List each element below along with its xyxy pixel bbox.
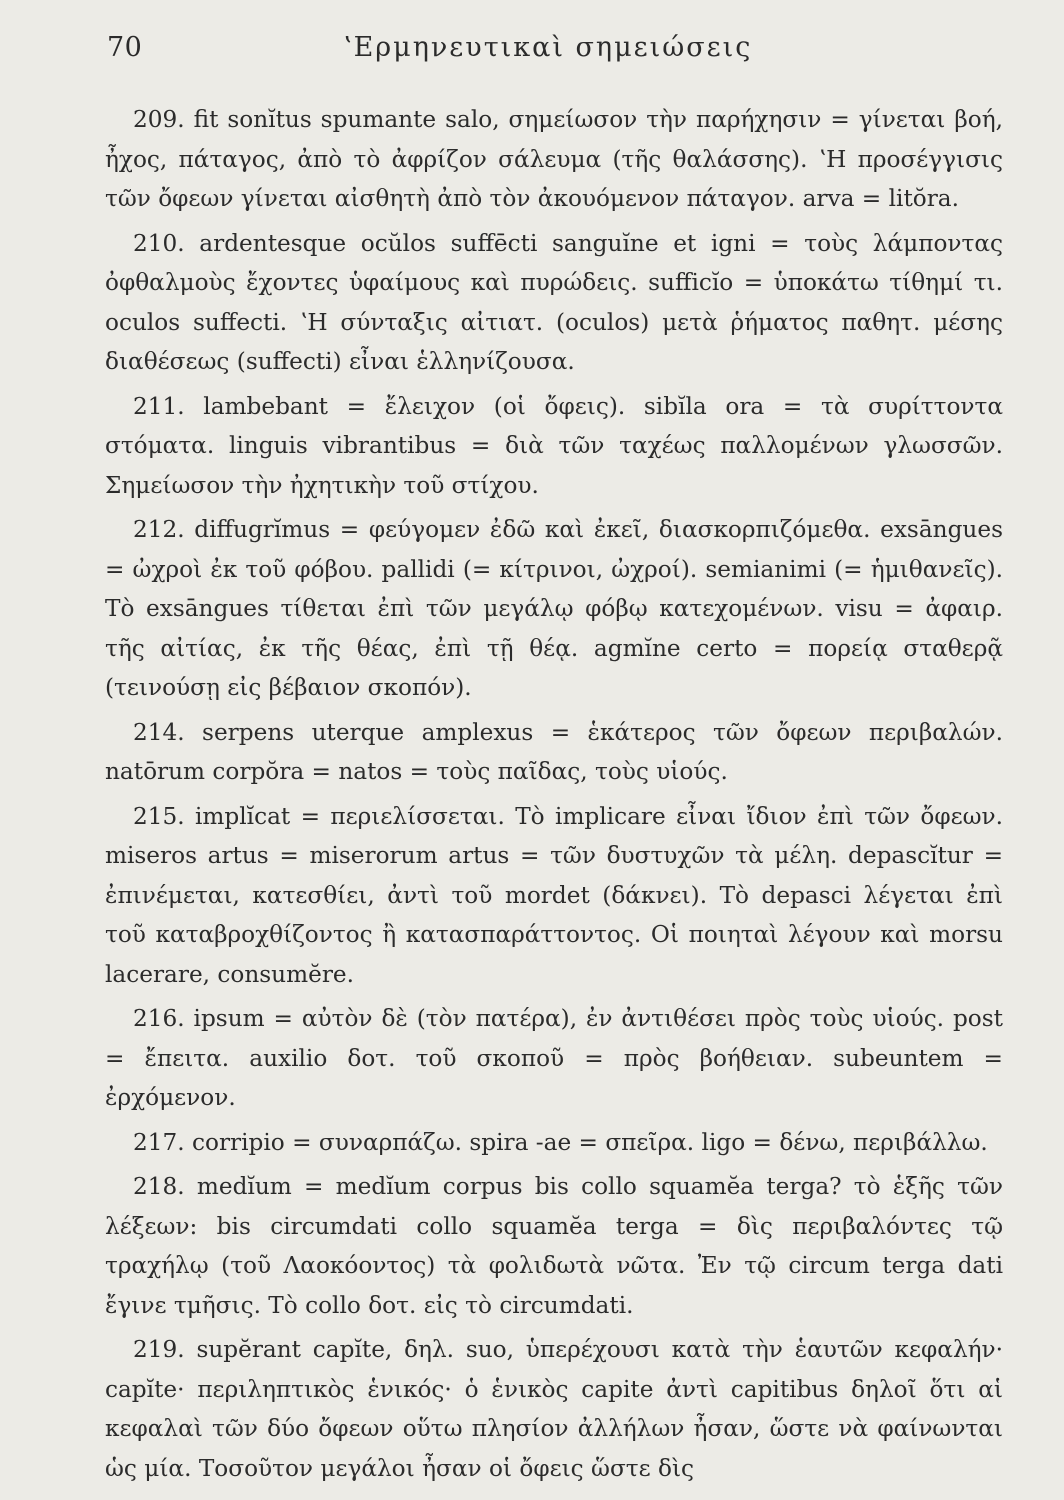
note-216: 216. ipsum = αὐτὸν δὲ (τὸν πατέρα), ἐν ἀντιθέσει πρὸς τοὺς υἱούς. post = ἔπειτα. auxilio δοτ. τοῦ σκοποῦ = πρὸς βοήθειαν. subeuntem = ἐρχόμενον. [105, 1005, 1003, 1111]
notes-body [105, 100, 1003, 1493]
note-219: 219. supĕrant capĭte, δηλ. suo, ὑπερέχουσι κατὰ τὴν ἑαυτῶν κεφαλήν· capĭte· περιληπτικὸς ἑνικός· ὁ ἑνικὸς capite ἀντὶ capitibus δηλοῖ ὅτι αἱ κεφαλαὶ τῶν δύο ὄφεων οὕτω πλησίον ἀλλήλων ἦσαν, ὥστε νὰ φαίνωνται ὡς μία. Τοσοῦτον μεγάλοι ἦσαν οἱ ὄφεις ὥστε δὶς [105, 1336, 1003, 1482]
note-218: 218. medĭum = medĭum corpus bis collo squamĕa terga? τὸ ἑξῆς τῶν λέξεων: bis circumdati collo squamĕa terga = δὶς περιβαλόντες τῷ τραχήλῳ (τοῦ Λαοκόοντος) τὰ φολιδωτὰ νῶτα. Ἐν τῷ circum terga dati ἔγινε τμῆσις. Τὸ collo δοτ. εἰς τὸ circumdati. [105, 1173, 1003, 1319]
note-217: 217. corripio = συναρπάζω. spira -ae = σπεῖρα. ligo = δένω, περιβάλλω. [133, 1128, 988, 1156]
note-212: 212. diffugrĭmus = φεύγομεν ἐδῶ καὶ ἐκεῖ, διασκορπιζόμεθα. exsāngues = ὠχροὶ ἐκ τοῦ φόβου. pallidi (= κίτρινοι, ὠχροί). semianimi (= ἡμιθανεῖς). Τὸ exsāngues τίθεται ἐπὶ τῶν μεγάλῳ φόβῳ κατεχομένων. visu = ἀφαιρ. τῆς αἰτίας, ἐκ τῆς θέας, ἐπὶ τῇ θέᾳ. agmĭne certo = πορείᾳ σταθερᾷ (τεινούσῃ εἰς βέβαιον σκοπόν). [105, 516, 1003, 701]
note-214: 214. serpens uterque amplexus = ἑκάτερος τῶν ὄφεων περιβαλών. natōrum corpŏra = natos = τοὺς παῖδας, τοὺς υἱούς. [105, 718, 1003, 785]
note-210: 210. ardentesque ocŭlos suffēcti sanguĭne et igni = τοὺς λάμποντας ὀφθαλμοὺς ἔχοντες ὑφαίμους καὶ πυρώδεις. sufficĭo = ὑποκάτω τίθημί τι. oculos suffecti. ʽΗ σύνταξις αἰτιατ. (oculos) μετὰ ῥήματος παθητ. μέσης διαθέσεως (suffecti) εἶναι ἑλληνίζουσα. [105, 229, 1003, 375]
running-title: ʽΕρμηνευτικαὶ σημειώσεις [343, 32, 753, 63]
note-215: 215. implĭcat = περιελίσσεται. Τὸ implicare εἶναι ἴδιον ἐπὶ τῶν ὄφεων. miseros artus = miserorum artus = τῶν δυστυχῶν τὰ μέλη. depascĭtur = ἐπινέμεται, κατεσθίει, ἀντὶ τοῦ mordet (δάκνει). Τὸ depasci λέγεται ἐπὶ τοῦ καταβροχθίζοντος ἢ κατασπαράττοντος. Οἱ ποιηταὶ λέγουν καὶ morsu lacerare, consumĕre. [105, 802, 1003, 988]
note-211: 211. lambebant = ἔλειχον (οἱ ὄφεις). sibĭla ora = τὰ συρίττοντα στόματα. linguis vibrantibus = διὰ τῶν ταχέως παλλομένων γλωσσῶν. Σημείωσον τὴν ἠχητικὴν τοῦ στίχου. [105, 392, 1003, 499]
page-header [107, 32, 1004, 72]
page-number: 70 [107, 32, 143, 63]
note-209: 209. fit sonĭtus spumante salo, σημείωσον τὴν παρήχησιν = γίνεται βοή, ἦχος, πάταγος, ἀπὸ τὸ ἀφρίζον σάλευμα (τῆς θαλάσσης). ʽΗ προσέγγισις τῶν ὄφεων γίνεται αἰσθητὴ ἀπὸ τὸν ἀκουόμενον πάταγον. arva = litŏra. [105, 106, 1003, 212]
